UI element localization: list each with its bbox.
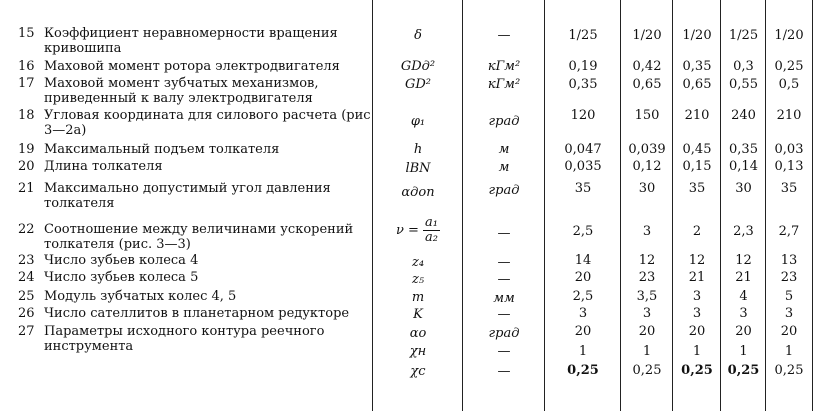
parameter-symbol: z₅ xyxy=(411,272,425,287)
variant-value: 1/20 xyxy=(774,28,804,43)
parameter-name: Максимально допустимый угол давления толкателя xyxy=(44,181,331,211)
parameter-unit: град xyxy=(488,326,520,341)
variant-value: 0,25 xyxy=(774,59,804,74)
parameter-symbol: z₄ xyxy=(411,255,425,270)
parameter-unit: кГм² xyxy=(487,77,521,92)
variant-value: 1 xyxy=(739,344,748,359)
variant-value: 1 xyxy=(692,344,702,359)
variant-value: 0,14 xyxy=(729,159,758,174)
parameter-symbol: αдоп xyxy=(401,185,435,200)
parameter-unit: — xyxy=(497,255,511,270)
variant-value: 1/20 xyxy=(632,28,662,43)
variant-value: 210 xyxy=(776,108,802,123)
variant-value: 2,3 xyxy=(733,224,754,239)
row-number: 26 xyxy=(18,306,35,321)
variant-value: 12 xyxy=(735,253,752,268)
variant-value: 0,65 xyxy=(682,77,712,92)
row-number: 19 xyxy=(18,142,35,157)
parameter-symbol: χс xyxy=(410,364,426,379)
row-number: 22 xyxy=(18,222,35,237)
variant-value: 0,5 xyxy=(778,77,800,92)
parameter-unit: град xyxy=(488,114,520,129)
row-number: 17 xyxy=(18,76,35,91)
parameter-name: Маховой момент ротора электродвигателя xyxy=(44,59,340,74)
variant-value: 14 xyxy=(574,253,592,268)
variant-value: 0,039 xyxy=(628,142,666,157)
parameter-symbol: GDд² xyxy=(400,59,436,74)
parameter-symbol: h xyxy=(413,142,423,157)
variant-value: 0,45 xyxy=(682,142,712,157)
variant-value: 3 xyxy=(642,224,652,239)
variant-value: 0,12 xyxy=(632,159,662,174)
row-number: 27 xyxy=(18,324,35,339)
variant-value: 2,7 xyxy=(778,224,800,239)
parameter-unit: град xyxy=(488,183,520,198)
variant-value: 4 xyxy=(739,289,748,304)
variant-value: 23 xyxy=(638,270,656,285)
variant-value: 3,5 xyxy=(636,289,658,304)
variant-value: 3 xyxy=(642,306,652,321)
row-number: 25 xyxy=(18,289,35,304)
variant-value: 12 xyxy=(638,253,656,268)
variant-value: 240 xyxy=(731,108,756,123)
variant-value: 35 xyxy=(574,181,592,196)
variant-value: 23 xyxy=(780,270,798,285)
parameter-symbol: φ₁ xyxy=(410,114,426,129)
row-number: 15 xyxy=(18,26,35,41)
variant-value: 12 xyxy=(688,253,706,268)
variant-value: 150 xyxy=(634,108,660,123)
parameter-symbol: δ xyxy=(414,28,422,43)
row-number: 16 xyxy=(18,59,35,74)
column-divider xyxy=(812,0,813,411)
parameter-symbol: K xyxy=(413,307,423,322)
variant-value: 20 xyxy=(735,324,752,339)
variant-value: 0,35 xyxy=(568,77,598,92)
variant-value: 1/20 xyxy=(682,28,712,43)
variant-value: 35 xyxy=(780,181,798,196)
parameter-name: Модуль зубчатых колес 4, 5 xyxy=(44,289,237,304)
row-number: 23 xyxy=(18,253,35,268)
parameter-unit: — xyxy=(497,28,511,43)
parameter-name: Длина толкателя xyxy=(44,159,163,174)
parameter-unit: м xyxy=(498,160,510,175)
variant-value: 0,13 xyxy=(774,159,804,174)
parameter-unit: м xyxy=(498,142,510,157)
variant-value: 3 xyxy=(784,306,794,321)
fraction-denominator: a₂ xyxy=(425,230,439,245)
variant-value: 0,035 xyxy=(564,159,602,174)
variant-value: 0,55 xyxy=(729,77,758,92)
variant-value: 1 xyxy=(578,344,588,359)
parameter-name: Маховой момент зубчатых механизмов, приведенный к валу электродвигателя xyxy=(44,76,319,106)
row-number: 20 xyxy=(18,159,35,174)
variant-value: 0,42 xyxy=(632,59,662,74)
variant-value: 30 xyxy=(638,181,656,196)
variant-value: 21 xyxy=(688,270,706,285)
parameter-symbol: m xyxy=(411,290,425,305)
variant-value: 0,65 xyxy=(632,77,662,92)
symbol-prefix: ν = xyxy=(395,223,419,238)
variant-value: 13 xyxy=(780,253,798,268)
variant-value: 0,19 xyxy=(568,59,598,74)
parameter-name: Угловая координата для силового расчета (рис 3—2а) xyxy=(44,108,371,138)
parameter-unit: — xyxy=(497,307,511,322)
variant-value: 3 xyxy=(692,289,702,304)
variant-value: 0,25 xyxy=(774,363,804,378)
variant-value: 120 xyxy=(570,108,596,123)
parameter-name: Число зубьев колеса 4 xyxy=(44,253,199,268)
variant-value: 20 xyxy=(638,324,656,339)
symbol-fraction xyxy=(423,216,440,245)
variant-value: 3 xyxy=(739,306,748,321)
variant-value: 3 xyxy=(692,306,702,321)
parameter-unit: — xyxy=(497,344,511,359)
variant-value: 35 xyxy=(688,181,706,196)
variant-value: 0,047 xyxy=(564,142,602,157)
parameter-symbol: GD² xyxy=(404,77,432,92)
parameter-unit: — xyxy=(497,364,511,379)
variant-value: 20 xyxy=(574,324,592,339)
parameter-name: Соотношение между величинами ускорений толкателя (рис. 3—3) xyxy=(44,222,354,252)
variant-value: 2 xyxy=(692,224,702,239)
parameter-unit: — xyxy=(497,272,511,287)
variant-value: 2,5 xyxy=(572,224,594,239)
parameter-name: Параметры исходного контура реечного инструмента xyxy=(44,324,325,354)
parameter-symbol xyxy=(373,216,463,250)
variant-value: 2,5 xyxy=(572,289,594,304)
variant-value: 1 xyxy=(784,344,794,359)
variant-value: 1 xyxy=(642,344,652,359)
fraction-numerator: a₁ xyxy=(425,215,439,230)
parameter-name: Коэффициент неравномерности вращения кривошипа xyxy=(44,26,338,56)
parameter-symbol: lBN xyxy=(405,161,431,176)
variant-value: 0,25 xyxy=(567,363,599,378)
row-number: 18 xyxy=(18,108,35,123)
variant-value: 0,35 xyxy=(682,59,712,74)
parameter-name: Число сателлитов в планетарном редукторе xyxy=(44,306,350,321)
parameter-name: Число зубьев колеса 5 xyxy=(44,270,199,285)
variant-value: 3 xyxy=(578,306,588,321)
variant-value: 0,3 xyxy=(733,59,754,74)
parameter-unit: мм xyxy=(493,291,515,306)
variant-value: 1/25 xyxy=(568,28,598,43)
variant-value: 0,03 xyxy=(774,142,804,157)
variant-value: 0,35 xyxy=(729,142,758,157)
parameter-name: Максимальный подъем толкателя xyxy=(44,142,280,157)
variant-value: 20 xyxy=(574,270,592,285)
parameter-symbol: χн xyxy=(409,344,427,359)
variant-value: 0,15 xyxy=(682,159,712,174)
parameter-symbol: αо xyxy=(409,326,427,341)
variant-value: 21 xyxy=(735,270,752,285)
row-number: 24 xyxy=(18,270,35,285)
parameter-unit: кГм² xyxy=(487,59,521,74)
variant-value: 0,25 xyxy=(727,363,760,378)
variant-value: 20 xyxy=(780,324,798,339)
variant-value: 0,25 xyxy=(681,363,713,378)
variant-value: 1/25 xyxy=(728,28,759,43)
variant-value: 20 xyxy=(688,324,706,339)
variant-value: 210 xyxy=(684,108,710,123)
variant-value: 5 xyxy=(784,289,794,304)
parameter-unit: — xyxy=(497,226,511,241)
variant-value: 0,25 xyxy=(632,363,662,378)
variant-value: 30 xyxy=(735,181,752,196)
row-number: 21 xyxy=(18,181,35,196)
